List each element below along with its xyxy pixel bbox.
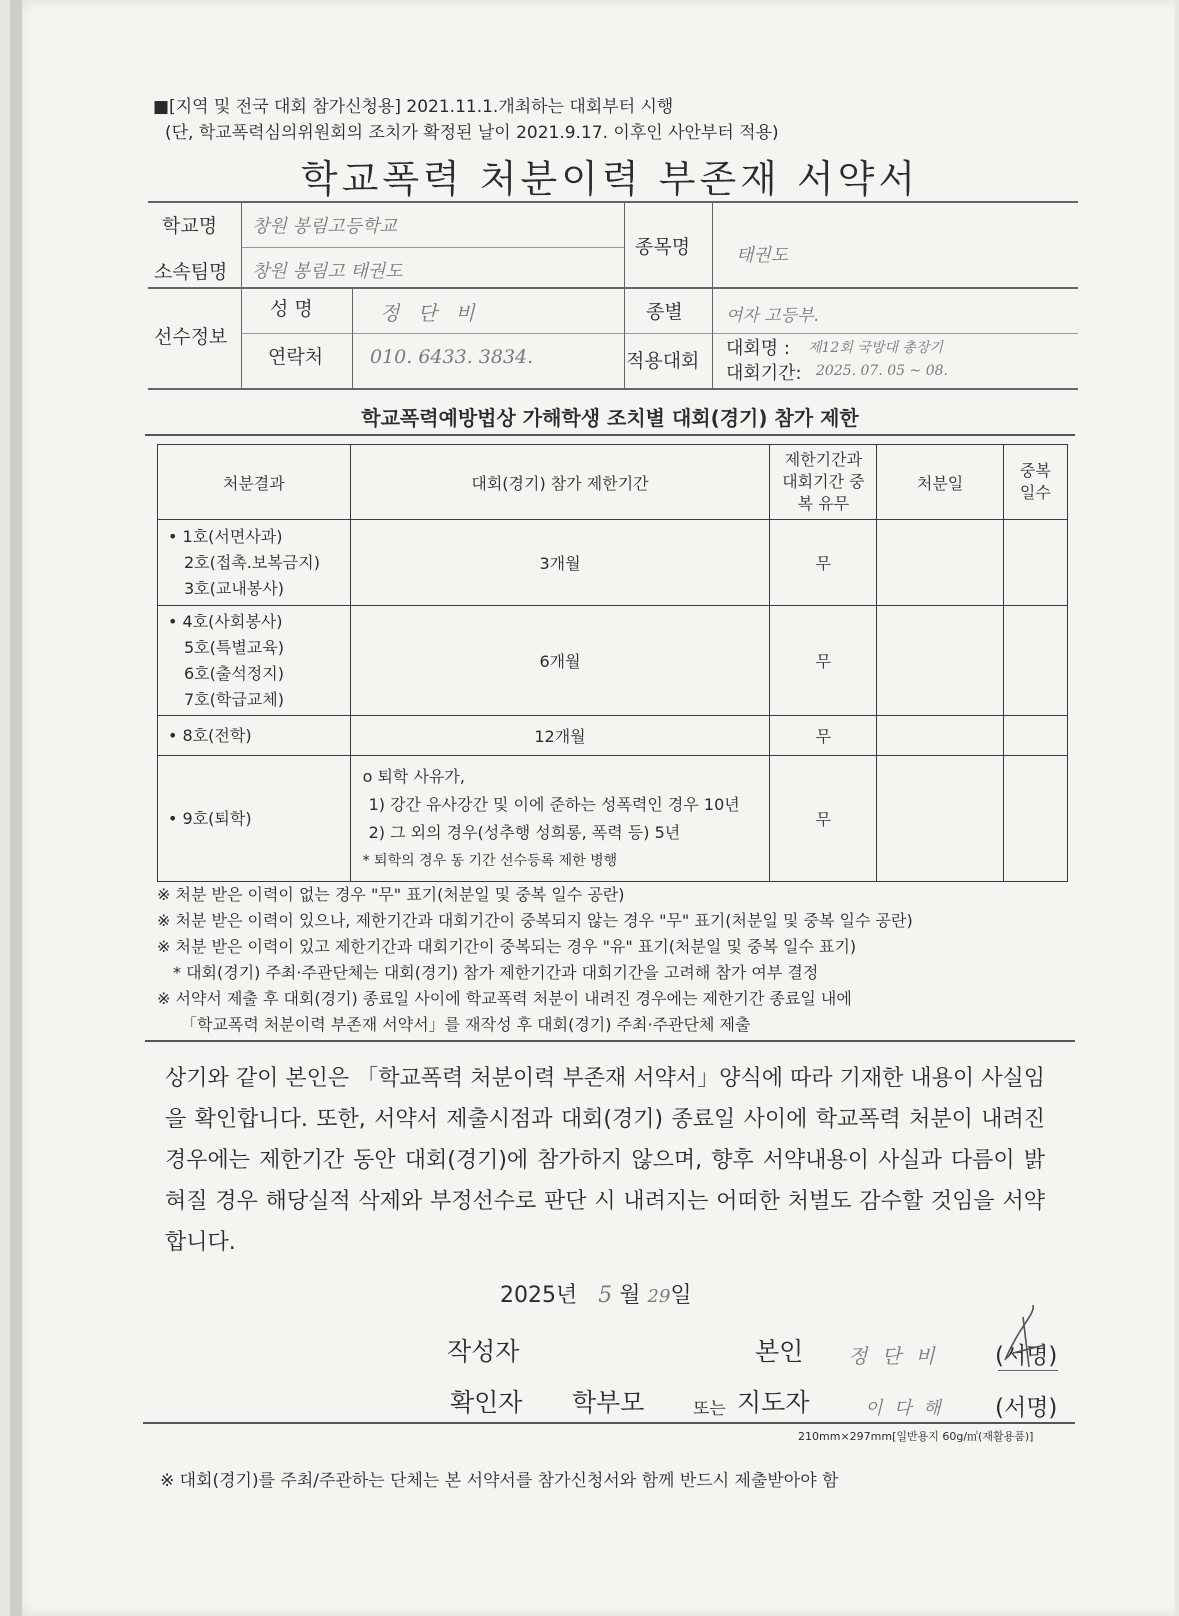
contact-label: 연락처 [268,346,324,368]
note-item: ※ 서약서 제출 후 대회(경기) 종료일 사이에 학교폭력 처분이 내려진 경우에는 제한기간 종료일 내에 [157,989,852,1008]
period-cell: 6개월 [350,606,770,716]
table-row [158,756,1068,882]
disposition-cell: • 8호(전학) [158,716,351,756]
date-cell[interactable] [877,520,1003,606]
name-value: 정 단 비 [380,301,481,325]
school-label: 학교명 [162,215,218,237]
overlap-cell: 무 [770,716,877,756]
note-item: ※ 처분 받은 이력이 있으나, 제한기간과 대회기간이 중복되지 않는 경우 "무" 표기(처분일 및 중복 일수 공란) [157,911,913,930]
self-label: 본인 [755,1337,804,1366]
footer-note: ※ 대회(경기)를 주최/주관하는 단체는 본 서약서를 참가신청서와 함께 반드시 제출받아야 함 [160,1471,839,1491]
event-period-label: 대회기간: [726,363,802,384]
coach-label: 지도자 [737,1388,810,1417]
notice-line-1: ■[지역 및 전국 대회 참가신청용] 2021.11.1.개최하는 대회부터 시행 [153,97,674,117]
event-name-label: 대회명 : [726,338,790,359]
date-cell[interactable] [877,606,1003,716]
category-label: 종별 [646,301,683,323]
days-cell[interactable] [1003,756,1067,882]
note-item: * 대회(경기) 주최·주관단체는 대회(경기) 참가 제한기간과 대회기간을 고려해 참가 여부 결정 [173,963,819,982]
col-header-days: 중복 일수 [1003,445,1067,520]
days-cell[interactable] [1003,716,1067,756]
disposition-cell: • 1호(서면사과) 2호(접촉.보복금지) 3호(교내봉사) [158,520,351,606]
coach-signature-value: 이 다 해 [865,1398,944,1419]
team-label: 소속팀명 [154,261,228,283]
days-cell[interactable] [1003,606,1067,716]
applicant-info-table [148,201,1078,389]
col-header-date: 처분일 [877,445,1003,520]
date-cell[interactable] [877,756,1003,882]
sign-label-1: (서명) [995,1343,1058,1369]
document-page [10,0,1175,1616]
days-cell[interactable] [1003,520,1067,606]
sport-label: 종목명 [635,236,691,258]
restriction-section-title: 학교폭력예방법상 가해학생 조치별 대회(경기) 참가 제한 [361,406,859,430]
col-header-period: 대회(경기) 참가 제한기간 [350,445,770,520]
note-item: ※ 처분 받은 이력이 없는 경우 "무" 표기(처분일 및 중복 일수 공란) [157,885,625,904]
overlap-cell: 무 [770,520,877,606]
page-edge-shadow [10,0,22,1616]
athlete-info-label: 선수정보 [154,326,228,348]
event-period-value: 2025. 07. 05 ~ 08. [816,363,948,379]
period-cell: 3개월 [350,520,770,606]
col-header-disposition: 처분결과 [158,445,351,520]
category-value: 여자 고등부. [726,306,819,326]
overlap-cell: 무 [770,756,877,882]
notes-list [157,882,1087,1038]
sign-label-2: (서명) [995,1395,1058,1421]
sport-value: 태권도 [736,245,789,266]
event-name-value: 제12회 국방대 총장기 [808,340,943,356]
school-value: 창원 봉림고등학교 [252,216,397,237]
parent-label: 학부모 [572,1388,645,1417]
day-value: 29 [647,1286,671,1307]
table-row [158,520,1068,606]
overlap-cell: 무 [770,606,877,716]
note-item: ※ 처분 받은 이력이 있고 제한기간과 대회기간이 중복되는 경우 "유" 표기(처분일 및 중복 일수 표기) [157,937,857,956]
restriction-table [157,444,1068,882]
or-label: 또는 [693,1399,726,1419]
name-label: 성 명 [270,298,313,320]
pledge-text: 상기와 같이 본인은 「학교폭력 처분이력 부존재 서약서」양식에 따라 기재한 내용이 사실임을 확인합니다. 또한, 서약서 제출시점과 대회(경기) 종료일 사이에 학교폭력 처분이 내려진 경우에는 제한기간 동안 대회(경기)에 참가하지 않으며, 향후 서약내용이 사실과 다름이 밝혀질 경우 해당실적 삭제와 부정선수로 판단 시 내려지는 어떠한 처벌도 감수할 것임을 서약합니다. [165,1066,1045,1255]
contact-value: 010. 6433. 3834. [370,346,534,368]
event-label: 적용대회 [626,350,700,372]
notice-line-2: (단, 학교폭력심의위원회의 조치가 확정된 날이 2021.9.17. 이후인 사안부터 적용) [165,123,779,143]
month-value: 5 [598,1283,613,1308]
disposition-cell: • 9호(퇴학) [158,756,351,882]
note-item: 「학교폭력 처분이력 부존재 서약서」를 재작성 후 대회(경기) 주최·주관단체 제출 [181,1015,751,1034]
signature-mark [995,1305,1058,1375]
period-cell: 12개월 [350,716,770,756]
author-label: 작성자 [447,1337,520,1366]
confirmer-label: 확인자 [450,1388,523,1417]
team-value: 창원 봉림고 태권도 [252,261,403,282]
table-row [158,606,1068,716]
table-header-row [158,445,1068,520]
disposition-cell: • 4호(사회봉사) 5호(특별교육) 6호(출석정지) 7호(학급교체) [158,606,351,716]
expulsion-period-cell: o 퇴학 사유가, 1) 강간 유사강간 및 이에 준하는 성폭력인 경우 10년 2) 그 외의 경우(성추행 성희롱, 폭력 등) 5년 * 퇴학의 경우 동 기간 선수등록 제한 병행 [350,756,770,882]
paper-spec: 210mm×297mm[일반용지 60g/㎡(재활용품)] [798,1430,1034,1443]
document-title: 학교폭력 처분이력 부존재 서약서 [300,157,920,201]
self-signature-value: 정 단 비 [848,1344,939,1368]
date-cell[interactable] [877,716,1003,756]
table-row [158,716,1068,756]
col-header-overlap: 제한기간과 대회기간 중복 유무 [770,445,877,520]
signing-date: 2025년 5 월 29일 [500,1283,692,1308]
